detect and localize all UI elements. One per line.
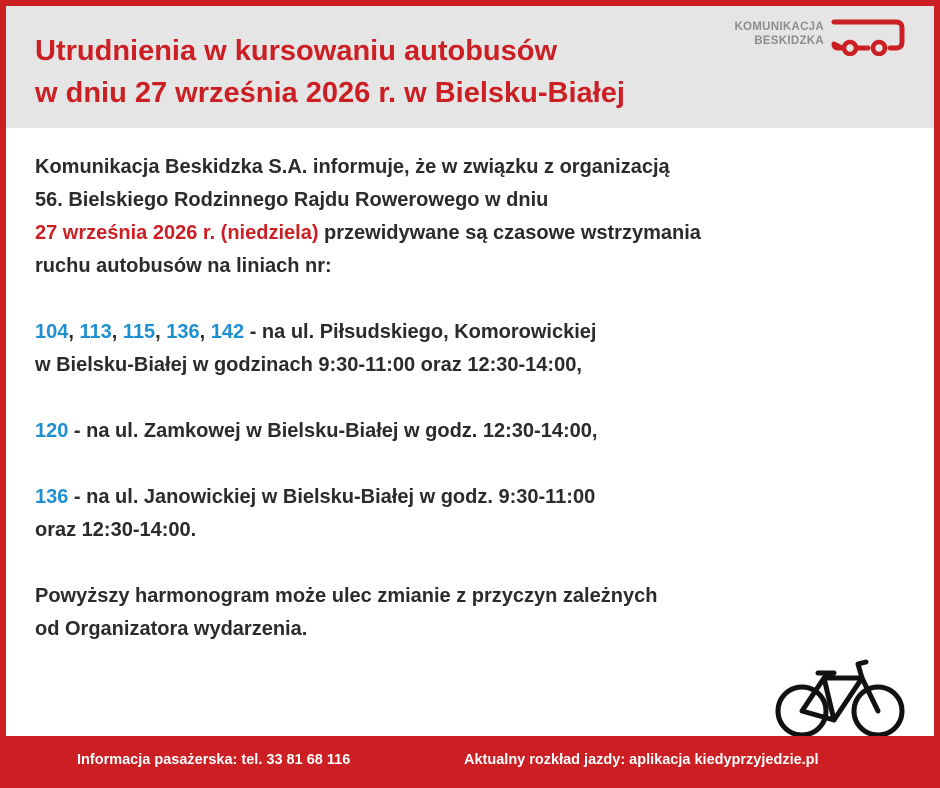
page-title: [35, 30, 625, 114]
route-item: [35, 481, 915, 547]
route-number: 136: [35, 486, 69, 508]
route-number: 136: [166, 321, 200, 343]
bus-icon: [828, 16, 906, 56]
title-line-1: Utrudnienia w kursowaniu autobusów: [35, 35, 558, 67]
route-2-line-1: [35, 415, 915, 448]
footer-bar: [0, 736, 940, 788]
route-1-line-1: 104, 113, 115, 136, 142 - na ul. Piłsudskiego, Komorowickiej: [35, 321, 597, 343]
intro-line-2: 56. Bielskiego Rodzinnego Rajdu Rowerowego w dniu: [35, 189, 549, 211]
header-band: [6, 6, 934, 128]
footer-schedule-info: Aktualny rozkład jazdy: aplikacja kiedyprzyjedzie.pl: [464, 752, 819, 768]
route-3-line-2: oraz 12:30-14:00.: [35, 519, 197, 541]
route-number: 142: [210, 321, 245, 343]
intro-line-3: [35, 217, 915, 250]
route-3-text: - na ul. Janowickiej w Bielsku-Białej w godz. 9:30-11:00: [68, 486, 596, 508]
logo-line-1: KOMUNIKACJA: [734, 21, 824, 33]
footer-passenger-info: Informacja pasażerska: tel. 33 81 68 116: [77, 752, 351, 768]
bicycle-icon: [766, 658, 912, 738]
company-logo: [720, 16, 916, 62]
intro-line-4: ruchu autobusów na liniach nr:: [35, 255, 332, 277]
intro-paragraph: [35, 151, 915, 283]
route-1-line-2: w Bielsku-Białej w godzinach 9:30-11:00 oraz 12:30-14:00,: [35, 354, 582, 376]
route-item: [35, 316, 915, 382]
announcement-body: [35, 151, 915, 679]
route-2-text: - na ul. Zamkowej w Bielsku-Białej w godz. 12:30-14:00,: [68, 420, 598, 442]
route-item: [35, 415, 915, 448]
intro-line-1: Komunikacja Beskidzka S.A. informuje, że w związku z organizacją: [35, 156, 670, 178]
logo-line-2: BESKIDZKA: [754, 35, 824, 47]
date-highlight: 27 września 2026 r. (niedziela): [35, 222, 319, 244]
closing-line-1: Powyższy harmonogram może ulec zmianie z przyczyn zależnych: [35, 585, 658, 607]
title-line-2: w dniu 27 września 2026 r. w Bielsku-Białej: [35, 77, 625, 109]
closing-paragraph: [35, 580, 915, 646]
route-3-line-1: [35, 481, 915, 514]
route-1-text: - na ul. Piłsudskiego, Komorowickiej: [244, 321, 597, 343]
route-number: 104: [35, 321, 69, 343]
closing-line-2: od Organizatora wydarzenia.: [35, 618, 308, 640]
route-number: 120: [35, 420, 69, 442]
intro-line-3-rest: przewidywane są czasowe wstrzymania: [318, 222, 701, 244]
route-number: 115: [122, 321, 156, 343]
route-number: 113: [79, 321, 112, 343]
logo-text: [720, 20, 824, 48]
